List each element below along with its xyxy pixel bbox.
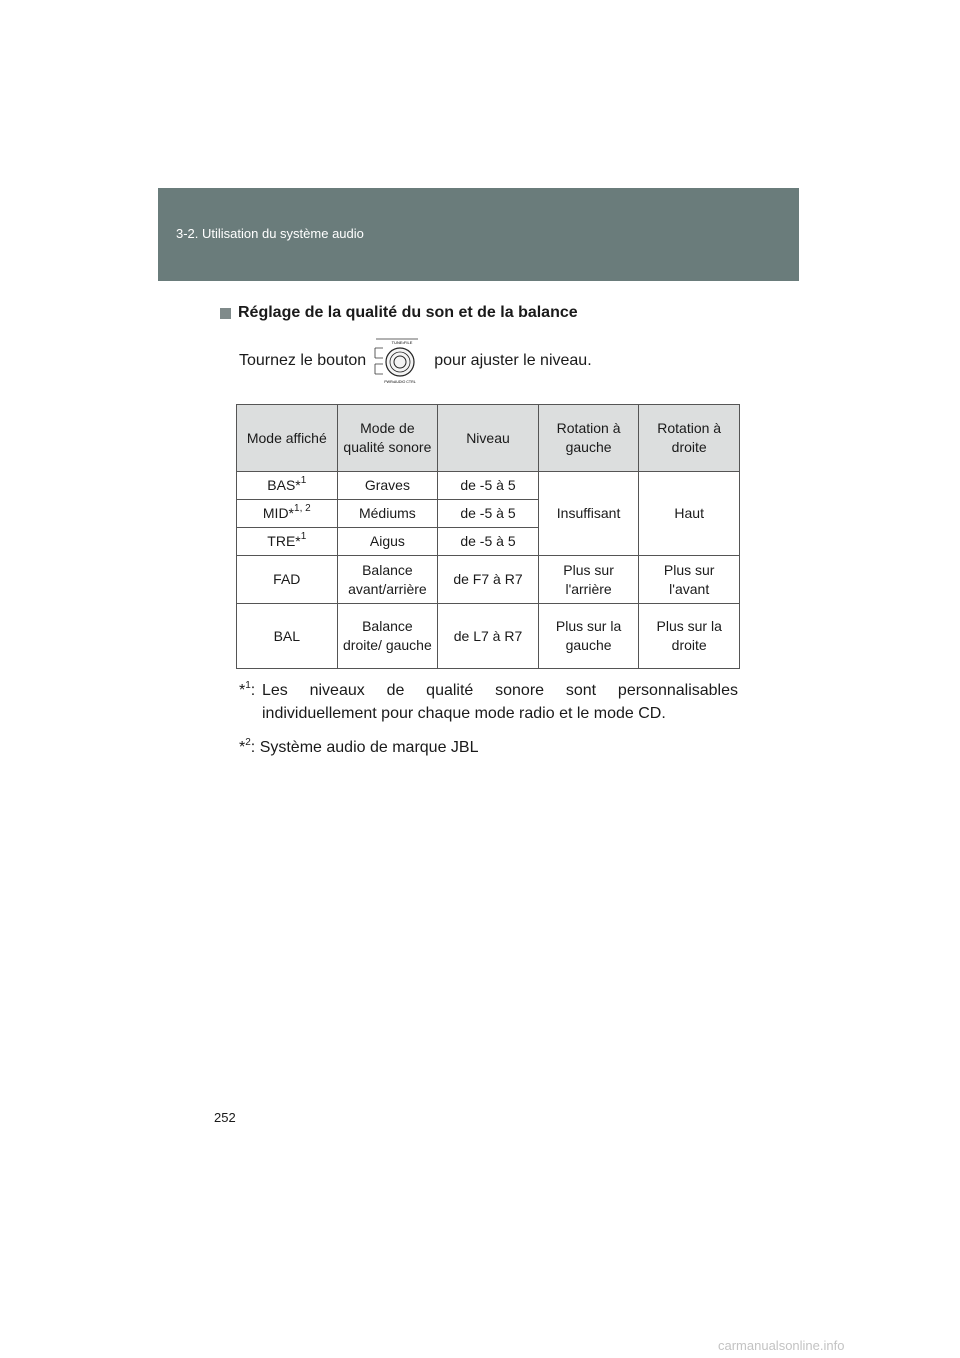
header-level: Niveau	[438, 405, 539, 472]
table-row	[237, 604, 740, 669]
cell-rotate-right-merged: Haut	[639, 500, 740, 528]
cell-rotate-right: Plus sur la droite	[639, 604, 740, 669]
page-number: 252	[214, 1110, 236, 1125]
cell-rotate-left-blank	[538, 472, 639, 500]
cell-level: de L7 à R7	[438, 604, 539, 669]
cell-quality: Aigus	[337, 528, 438, 556]
cell-mode	[237, 500, 338, 528]
cell-rotate-left-merged: Insuffisant	[538, 500, 639, 528]
footnote-star: *	[239, 739, 246, 756]
cell-rotate-right-blank	[639, 472, 740, 500]
instruction-text-after: pour ajuster le niveau.	[434, 352, 592, 369]
mode-sup: 1	[300, 475, 307, 487]
cell-level: de -5 à 5	[438, 500, 539, 528]
section-heading	[220, 304, 578, 322]
footnote-text: Les niveaux de qualité sonore sont personnalisables individuellement pour chaque mode radio et le mode CD.	[262, 682, 738, 722]
footnote-marker: *$^1$:	[239, 679, 256, 699]
mode-sup: 1, 2	[294, 503, 311, 515]
table-row	[237, 500, 740, 528]
square-bullet-icon	[220, 308, 231, 319]
cell-level: de -5 à 5	[438, 472, 539, 500]
knob-top-label: TUNE•FILE	[391, 340, 413, 345]
header-rotate-left: Rotation à gauche	[538, 405, 639, 472]
cell-quality: Balance droite/ gauche	[337, 604, 438, 669]
instruction-line	[239, 336, 592, 386]
cell-mode	[237, 472, 338, 500]
section-title: Réglage de la qualité du son et de la balance	[238, 304, 578, 321]
table-header-row	[237, 405, 740, 472]
footnote-sup: 2	[245, 736, 251, 748]
table-row	[237, 528, 740, 556]
table-row	[237, 472, 740, 500]
mode-text: MID*	[262, 505, 295, 521]
tune-knob-icon	[372, 336, 422, 386]
cell-quality: Graves	[337, 472, 438, 500]
footnote-star: *	[239, 682, 246, 699]
mode-sup: 1	[300, 531, 307, 543]
table-row	[237, 556, 740, 604]
chapter-header-band	[158, 188, 799, 281]
footnote-sup: 1	[245, 679, 251, 691]
mode-text: TRE*	[267, 533, 301, 549]
cell-rotate-left-blank	[538, 528, 639, 556]
watermark: carmanualsonline.info	[718, 1338, 845, 1353]
header-mode: Mode affiché	[237, 405, 338, 472]
instruction-text-before: Tournez le bouton	[239, 352, 367, 369]
header-rotate-right: Rotation à droite	[639, 405, 740, 472]
cell-level: de F7 à R7	[438, 556, 539, 604]
footnote-2: *$^2$: Système audio de marque JBL	[239, 736, 479, 756]
knob-bottom-label: PWR•AUDIO CTRL	[384, 380, 416, 384]
header-quality: Mode de qualité sonore	[337, 405, 438, 472]
cell-quality: Balance avant/arrière	[337, 556, 438, 604]
cell-rotate-right-blank	[639, 528, 740, 556]
cell-level: de -5 à 5	[438, 528, 539, 556]
cell-rotate-left: Plus sur l'arrière	[538, 556, 639, 604]
cell-quality: Médiums	[337, 500, 438, 528]
cell-rotate-left: Plus sur la gauche	[538, 604, 639, 669]
breadcrumb: 3-2. Utilisation du système audio	[176, 226, 364, 241]
cell-rotate-right: Plus sur l'avant	[639, 556, 740, 604]
mode-text: BAS*	[267, 477, 301, 493]
cell-mode	[237, 528, 338, 556]
footnote-text: Système audio de marque JBL	[259, 739, 479, 756]
footnote-1	[239, 679, 738, 725]
cell-mode: BAL	[237, 604, 338, 669]
cell-mode: FAD	[237, 556, 338, 604]
sound-settings-table	[236, 404, 740, 669]
